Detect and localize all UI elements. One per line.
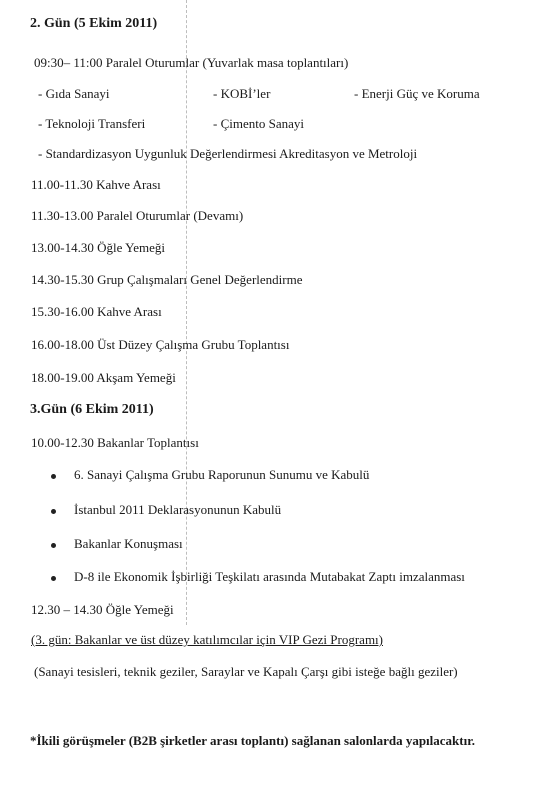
- bullet-icon: [51, 474, 56, 479]
- session-kobi: - KOBİ’ler: [213, 86, 271, 101]
- day3-title: 3.Gün (6 Ekim 2011): [30, 402, 154, 417]
- tours-note: (Sanayi tesisleri, teknik geziler, Saraylar ve Kapalı Çarşı gibi isteğe bağlı geziler): [34, 664, 458, 679]
- agenda-item: İstanbul 2011 Deklarasyonunun Kabulü: [74, 502, 282, 517]
- ministers-meeting: 10.00-12.30 Bakanlar Toplantısı: [31, 435, 199, 450]
- schedule-item: 15.30-16.00 Kahve Arası: [31, 304, 162, 319]
- agenda-item: D-8 ile Ekonomik İşbirliği Teşkilatı arasında Mutabakat Zaptı imzalanması: [74, 569, 465, 584]
- schedule-item: 14.30-15.30 Grup Çalışmaları Genel Değerlendirme: [31, 272, 303, 287]
- day2-title: 2. Gün (5 Ekim 2011): [30, 16, 158, 31]
- session-cimento: - Çimento Sanayi: [213, 116, 304, 131]
- schedule-item: 16.00-18.00 Üst Düzey Çalışma Grubu Toplantısı: [31, 337, 290, 352]
- session-gida: - Gıda Sanayi: [38, 86, 110, 101]
- agenda-item: 6. Sanayi Çalışma Grubu Raporunun Sunumu ve Kabulü: [74, 467, 370, 482]
- b2b-footnote: *İkili görüşmeler (B2B şirketler arası toplantı) sağlanan salonlarda yapılacaktır.: [30, 733, 476, 748]
- scan-fold-line: [186, 0, 187, 625]
- agenda-item: Bakanlar Konuşması: [74, 536, 183, 551]
- session-enerji: - Enerji Güç ve Koruma: [354, 86, 480, 101]
- bullet-icon: [51, 543, 56, 548]
- schedule-item: 18.00-19.00 Akşam Yemeği: [31, 370, 176, 385]
- schedule-item: 11.00-11.30 Kahve Arası: [31, 177, 161, 192]
- day3-lunch: 12.30 – 14.30 Öğle Yemeği: [31, 602, 174, 617]
- schedule-item: 11.30-13.00 Paralel Oturumlar (Devamı): [31, 208, 244, 223]
- parallel-sessions-line: 09:30– 11:00 Paralel Oturumlar (Yuvarlak masa toplantıları): [34, 55, 349, 70]
- bullet-icon: [51, 576, 56, 581]
- bullet-icon: [51, 509, 56, 514]
- session-teknoloji: - Teknoloji Transferi: [38, 116, 146, 131]
- vip-program: (3. gün: Bakanlar ve üst düzey katılımcılar için VIP Gezi Programı): [31, 632, 383, 647]
- session-standardizasyon: - Standardizasyon Uygunluk Değerlendirmesi Akreditasyon ve Metroloji: [38, 146, 418, 161]
- schedule-item: 13.00-14.30 Öğle Yemeği: [31, 240, 165, 255]
